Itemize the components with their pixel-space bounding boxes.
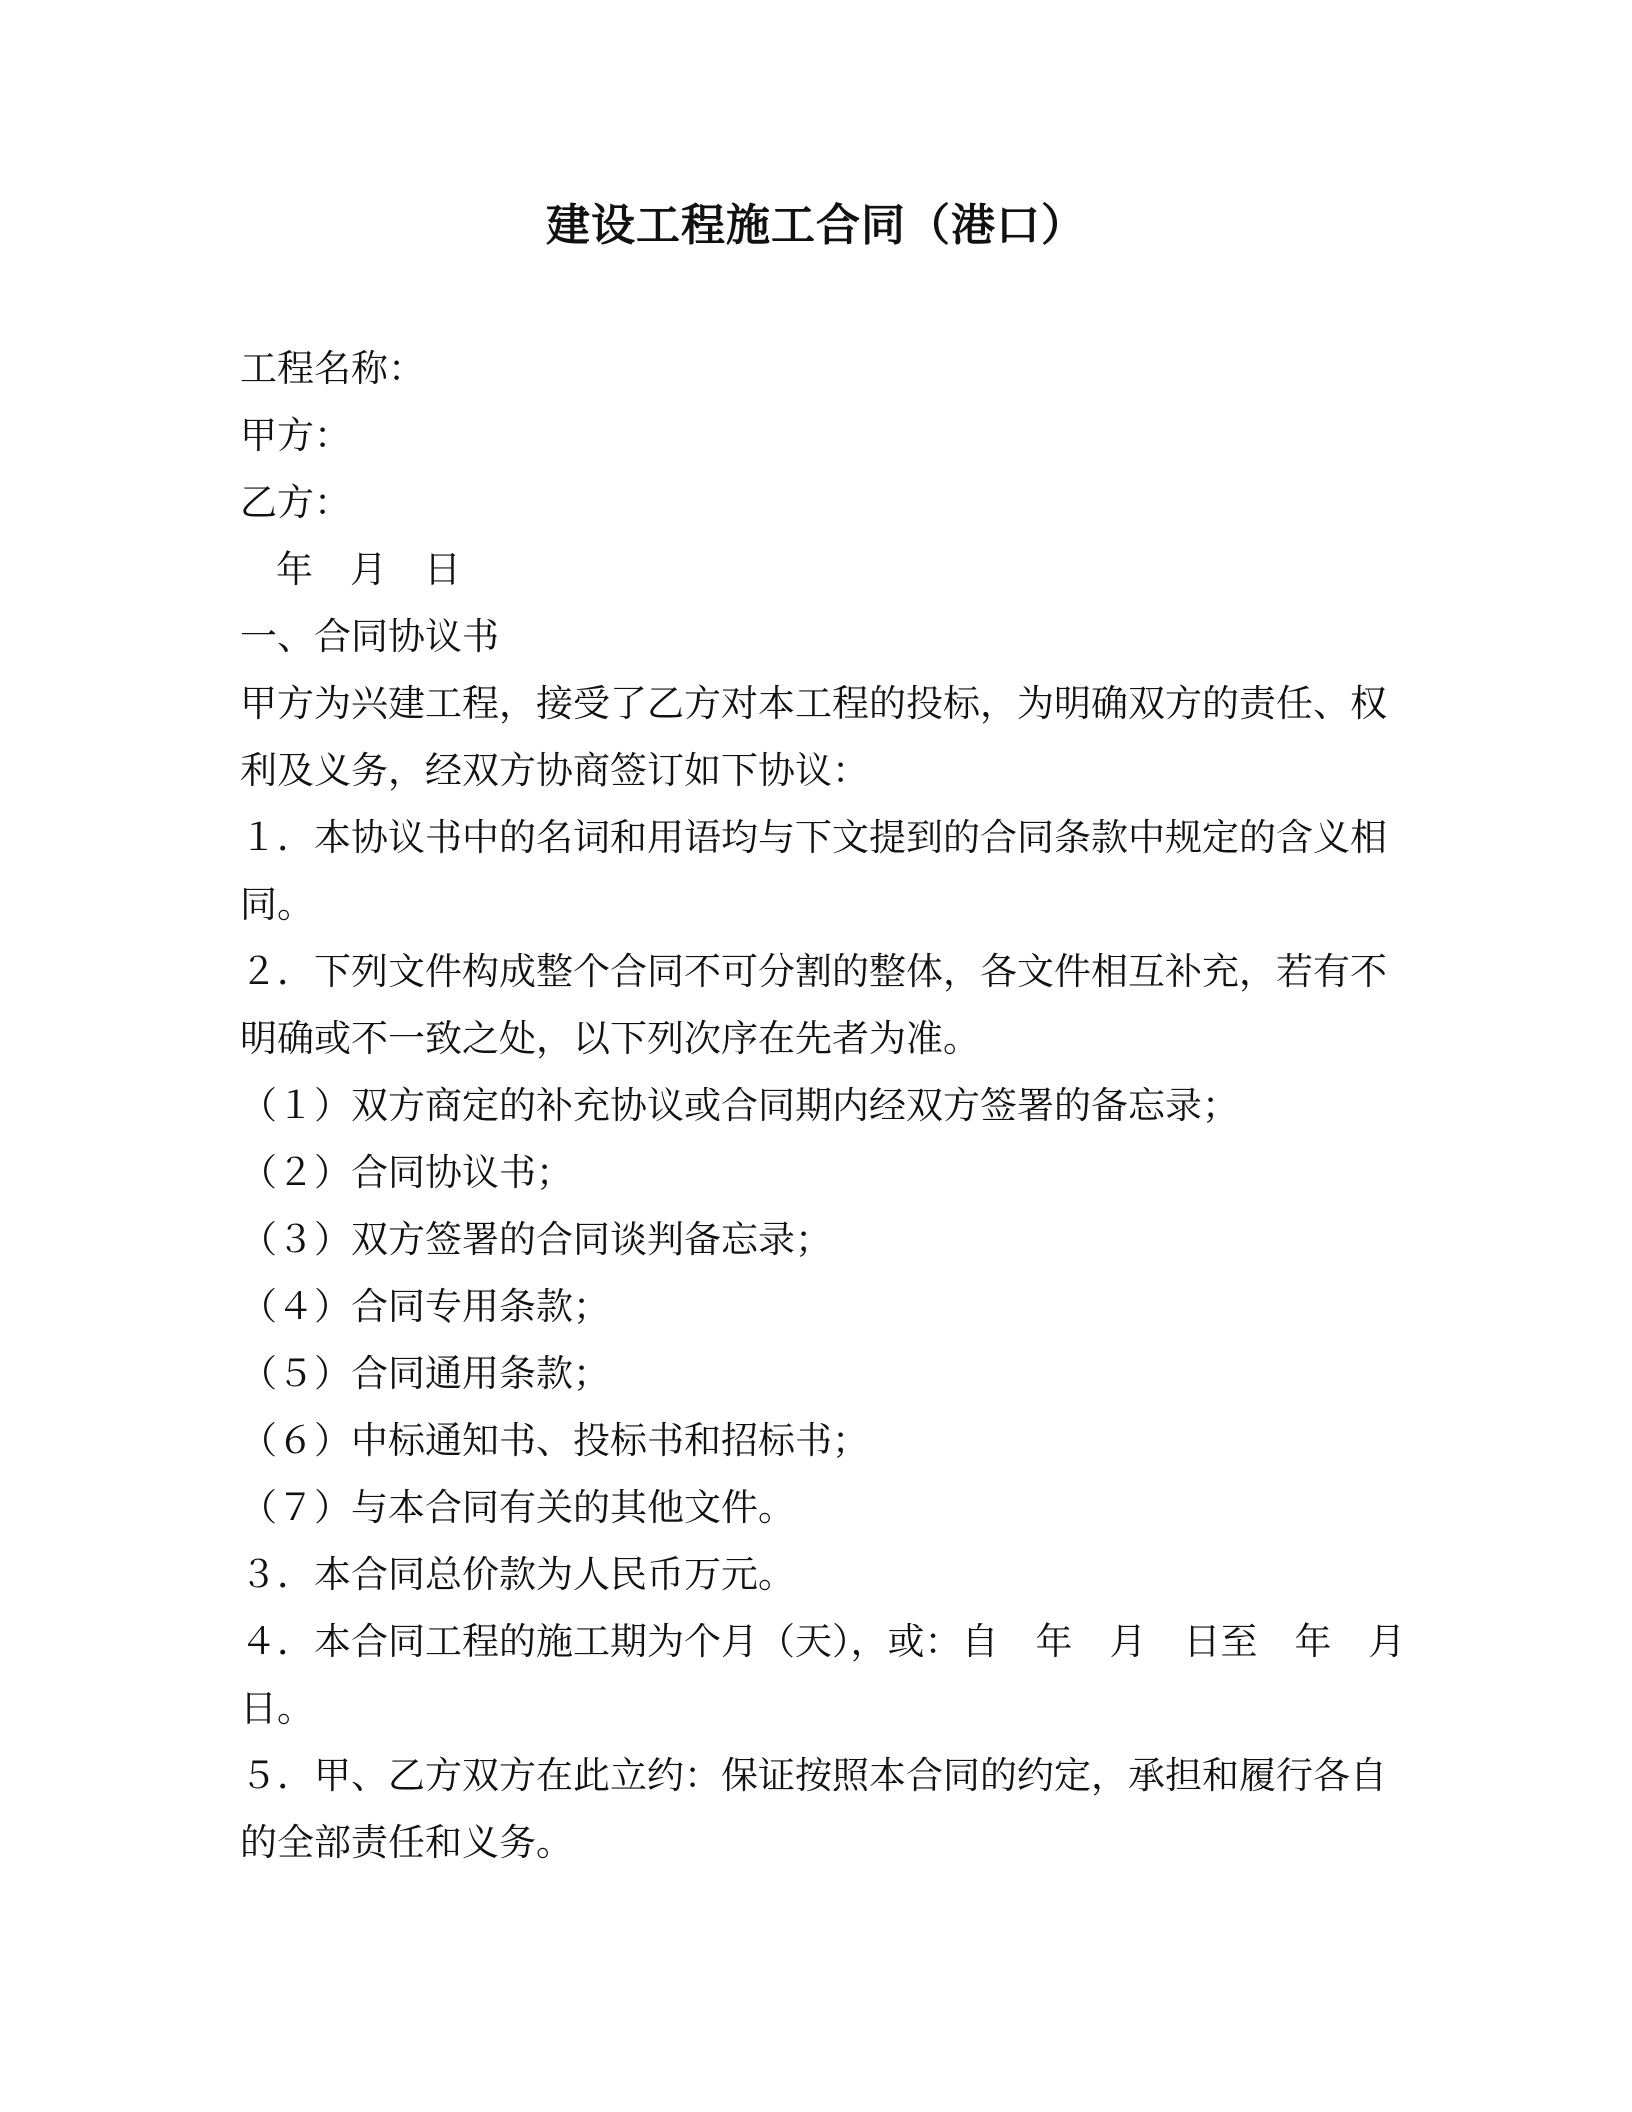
list-item: （３）双方签署的合同谈判备忘录； (240, 1218, 832, 1261)
party-b-line: 乙方： (240, 481, 351, 524)
clause-line: ２．下列文件构成整个合同不可分割的整体，各文件相互补充，若有不 (240, 950, 1387, 993)
clause-line: ３．本合同总价款为人民币万元。 (240, 1553, 795, 1596)
clause-line: ４．本合同工程的施工期为个月（天），或：自 年 月 日至 年 月 (240, 1620, 1406, 1663)
list-item: （５）合同通用条款； (240, 1352, 610, 1395)
list-item: （２）合同协议书； (240, 1151, 573, 1194)
section-heading: 一、合同协议书 (240, 615, 499, 658)
list-item: （７）与本合同有关的其他文件。 (240, 1486, 795, 1529)
list-item: （６）中标通知书、投标书和招标书； (240, 1419, 869, 1462)
clause-line: 日。 (240, 1687, 314, 1730)
document-body (240, 335, 1406, 1876)
party-a-line: 甲方： (240, 414, 351, 457)
clause-line: １．本协议书中的名词和用语均与下文提到的合同条款中规定的含义相 (240, 816, 1387, 859)
clause-line: ５．甲、乙方双方在此立约：保证按照本合同的约定，承担和履行各自 (240, 1754, 1387, 1797)
clause-line: 明确或不一致之处，以下列次序在先者为准。 (240, 1017, 980, 1060)
project-name-line: 工程名称： (240, 347, 425, 390)
clause-line: 的全部责任和义务。 (240, 1821, 573, 1864)
list-item: （１）双方商定的补充协议或合同期内经双方签署的备忘录； (240, 1084, 1239, 1127)
document-title: 建设工程施工合同（港口） (546, 200, 1086, 251)
paragraph-line: 利及义务，经双方协商签订如下协议： (240, 749, 869, 792)
date-line: 年 月 日 (276, 548, 461, 591)
list-item: （４）合同专用条款； (240, 1285, 610, 1328)
clause-line: 同。 (240, 883, 314, 926)
paragraph-line: 甲方为兴建工程，接受了乙方对本工程的投标，为明确双方的责任、权 (240, 682, 1387, 725)
